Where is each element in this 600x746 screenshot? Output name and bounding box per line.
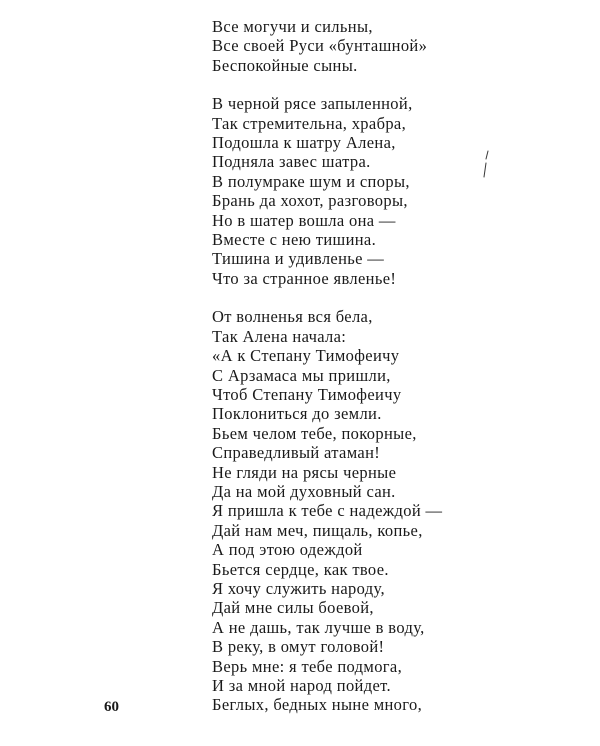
stanza-2 [212, 94, 512, 288]
poem-line: Я хочу служить народу, [212, 578, 385, 598]
poem-line: Да на мой духовный сан. [212, 481, 396, 501]
poem-line: А не дашь, так лучше в воду, [212, 617, 425, 637]
page-number: 60 [104, 699, 119, 715]
poem-line: Бьем челом тебе, покорные, [212, 423, 417, 443]
poem-line: Беспокойные сыны. [212, 55, 358, 75]
poem-line: Все могучи и сильны, [212, 17, 373, 36]
stanza-3 [212, 307, 512, 715]
poem-line: А под этою одеждой [212, 540, 363, 560]
poem-line: От волненья вся бела, [212, 307, 373, 327]
poem-line: В полумраке шум и споры, [212, 171, 410, 191]
poem-line: Справедливый атаман! [212, 443, 381, 463]
poem-line: В черной рясе запыленной, [212, 94, 413, 114]
poem-line: Вместе с нею тишина. [212, 230, 377, 250]
poem-text [212, 17, 512, 715]
poem-line: Верь мне: я тебе подмога, [212, 656, 403, 676]
poem-line: Подняла завес шатра. [212, 152, 371, 172]
poem-line: Но в шатер вошла она — [212, 210, 396, 230]
margin-pencil-mark [483, 150, 489, 178]
poem-line: Тишина и удивленье — [212, 249, 385, 269]
poem-line: Так Алена начала: [212, 326, 347, 346]
poem-line: Не гляди на рясы черные [212, 462, 397, 482]
poem-line: Все своей Руси «бунташной» [212, 36, 428, 56]
poem-line: «А к Степану Тимофеичу [212, 346, 400, 366]
poem-line: В реку, в омут головой! [212, 637, 385, 657]
poem-line: Что за странное явленье! [212, 268, 397, 288]
poem-line: Дай нам меч, пищаль, копье, [212, 520, 423, 540]
stanza-1 [212, 17, 512, 75]
poem-line: С Арзамаса мы пришли, [212, 365, 391, 385]
poem-line: Бьется сердце, как твое. [212, 559, 389, 579]
poem-line: Так стремительна, храбра, [212, 113, 407, 133]
poem-line: Брань да хохот, разговоры, [212, 191, 408, 211]
poem-line: И за мной народ пойдет. [212, 676, 391, 695]
poem-line: Подошла к шатру Алена, [212, 133, 396, 153]
poem-line: Дай мне силы боевой, [212, 598, 374, 618]
poem-line: Поклониться до земли. [212, 404, 382, 424]
poem-line: Чтоб Степану Тимофеичу [212, 384, 402, 404]
poem-line: Беглых, бедных ныне много, [212, 695, 423, 715]
poem-line: Я пришла к тебе с надеждой — [212, 501, 443, 521]
